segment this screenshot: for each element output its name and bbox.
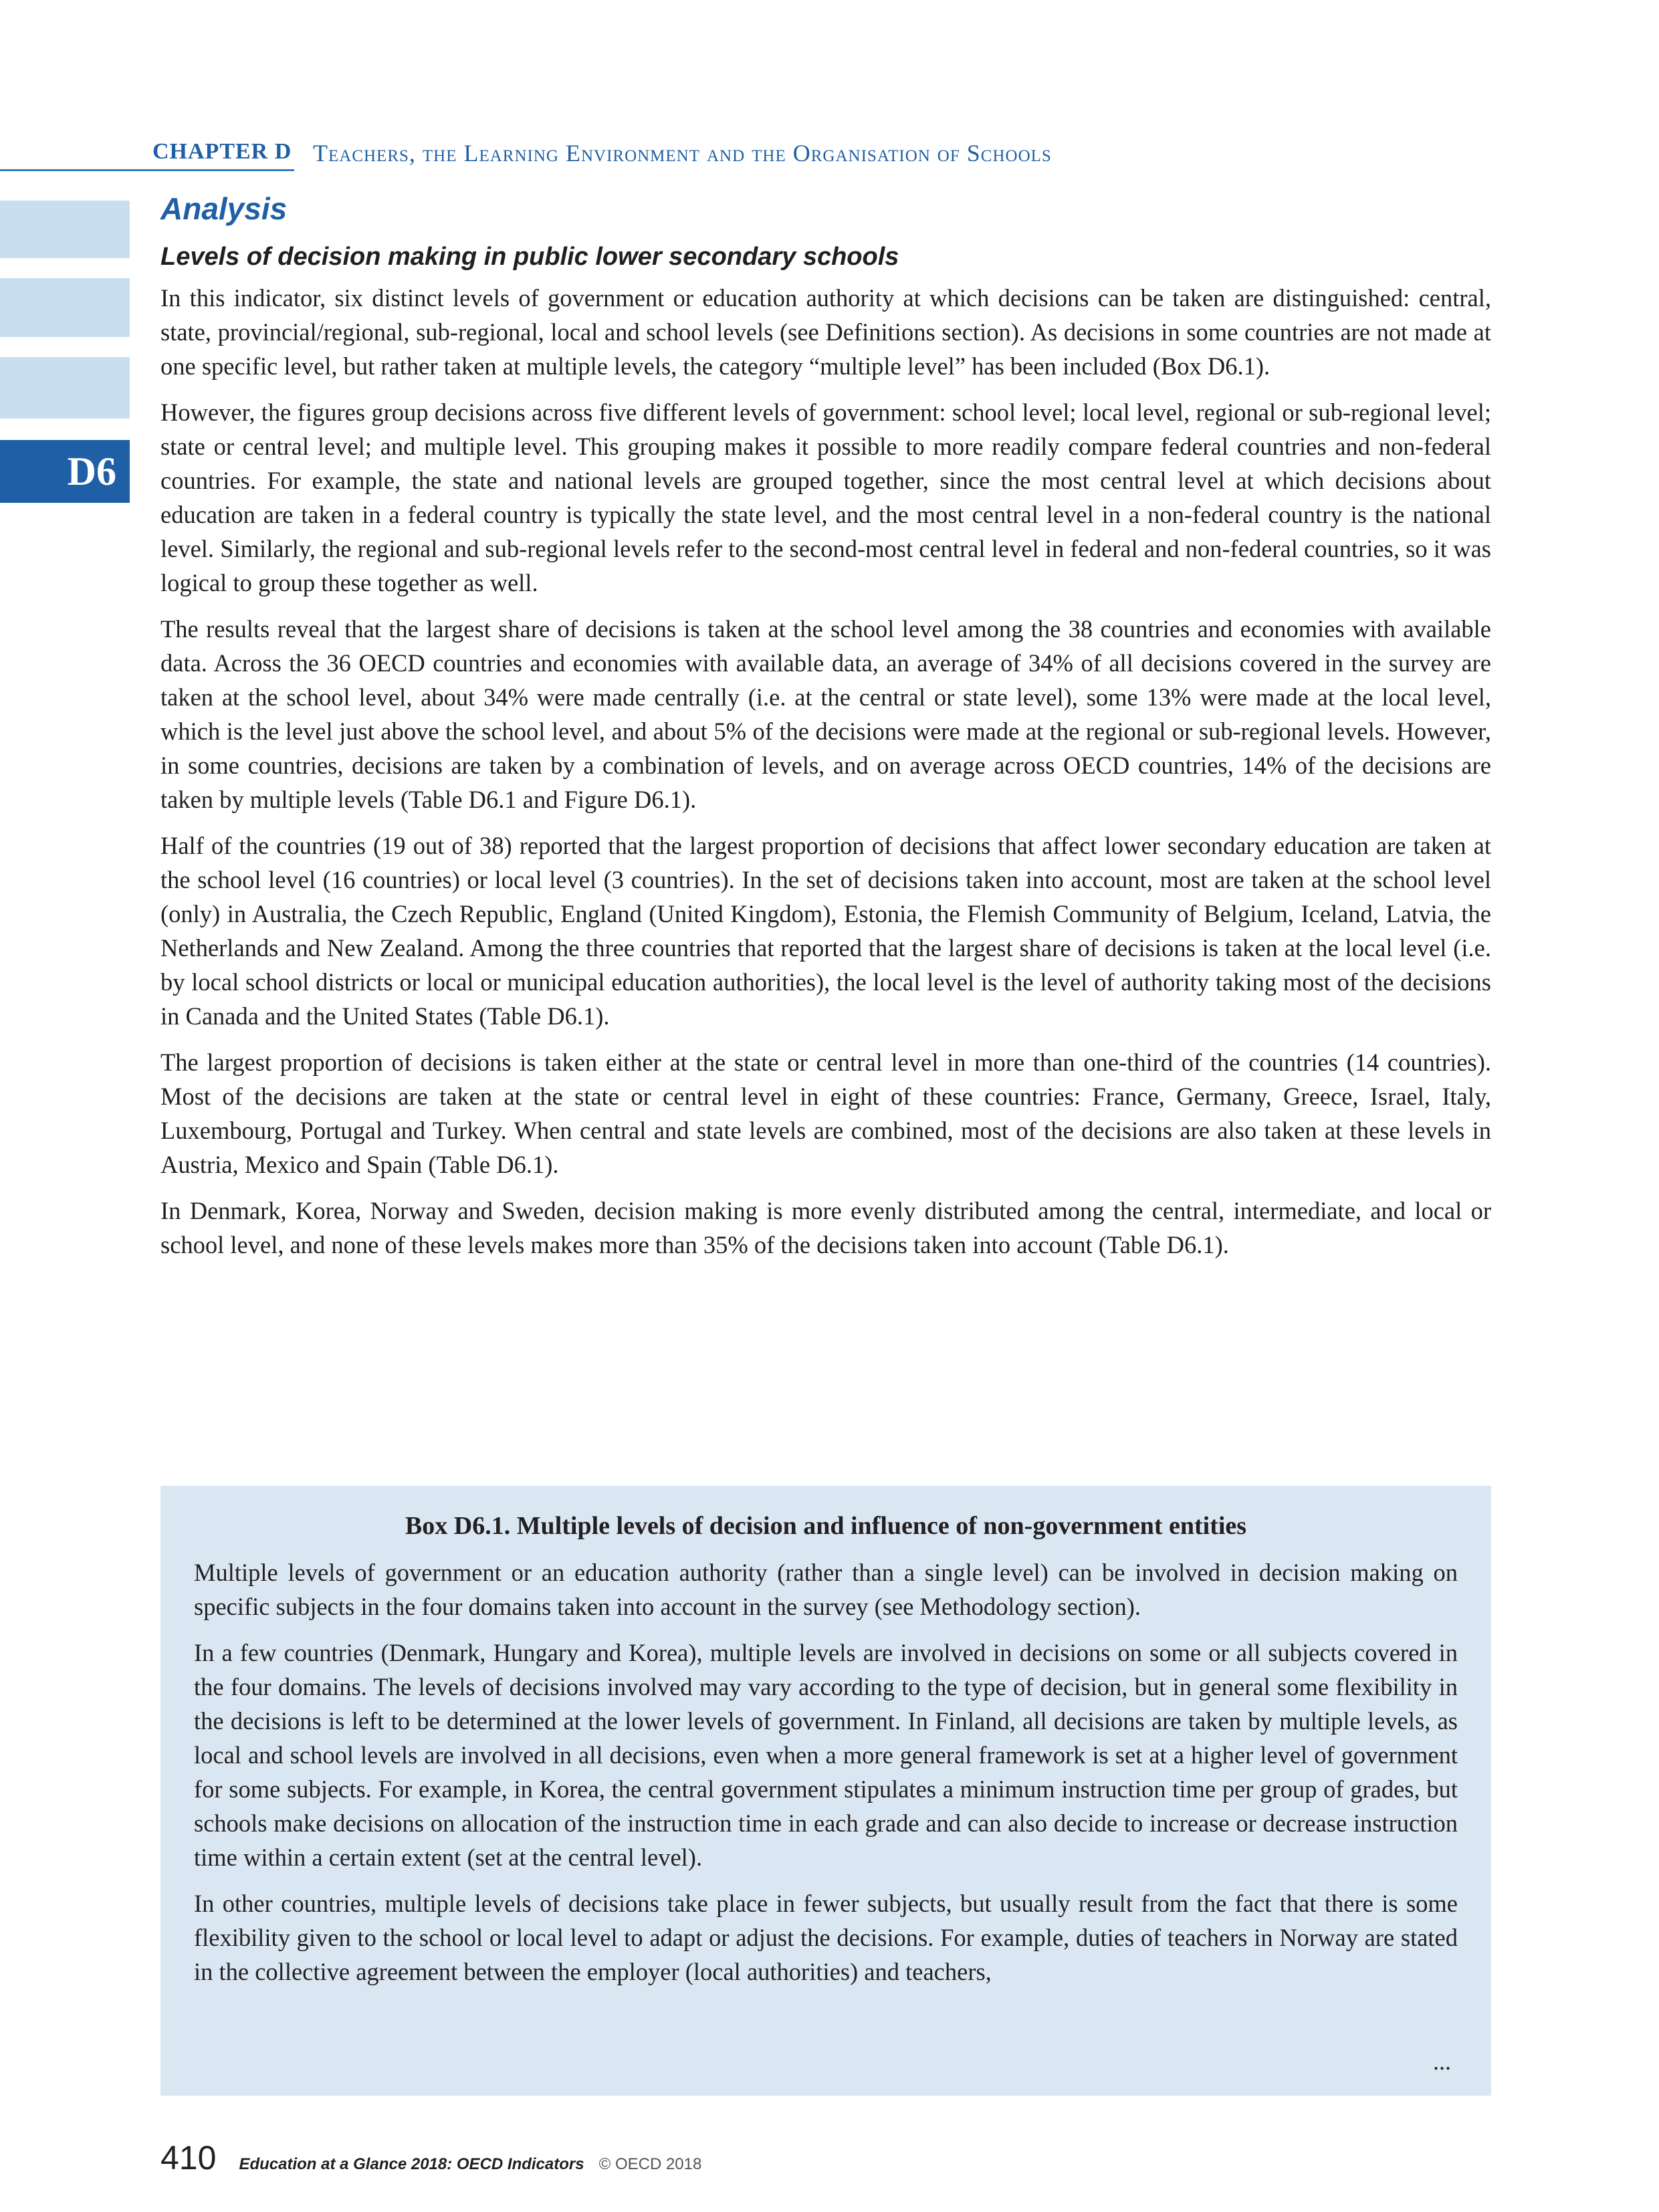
copyright-notice: © OECD 2018 <box>598 2155 702 2173</box>
section-subtitle: Levels of decision making in public lower secondary schools <box>160 243 899 271</box>
paragraph: However, the figures group decisions across five different levels of government: school level; local level, regional or sub-regional level; state or central level; and multiple level. This grouping makes it possible to more readily compare federal countries and non-federal countries. For example, the state and national levels are grouped together, since the most central level at which decisions about education are taken in a federal country is typically the state level, and the most central level in a non-federal country is the national level. Similarly, the regional and sub-regional levels refer to the second-most central level in federal and non-federal countries, so it was logical to group these together as well. <box>160 399 1491 596</box>
box-paragraph: Multiple levels of government or an education authority (rather than a single level) can be involved in decision making on specific subjects in the four domains taken into account in the survey (see Methodology section). <box>194 1559 1458 1620</box>
chapter-label: CHAPTER D <box>152 139 292 164</box>
side-decoration-block <box>0 278 130 337</box>
running-header <box>0 67 1250 167</box>
paragraph: In this indicator, six distinct levels of government or education authority at which decisions can be taken are distinguished: central, state, provincial/regional, sub-regional, local and school levels (see Definitions section). As decisions in some countries are not made at one specific level, but rather taken at multiple levels, the category “multiple level” has been included (Box D6.1). <box>160 284 1491 380</box>
box-paragraph: In a few countries (Denmark, Hungary and Korea), multiple levels are involved in decisions on some or all subjects covered in the four domains. The levels of decisions involved may vary according to the type of decision, but in general some flexibility in the decisions is left to be determined at the lower levels of government. In Finland, all decisions are taken by multiple levels, as local and school levels are involved in all decisions, even when a more general framework is set at a higher level of government for some subjects. For example, in Korea, the central government stipulates a minimum instruction time per group of grades, but schools make decisions on allocation of the instruction time in each grade and can also decide to increase or decrease instruction time within a certain extent (set at the central level). <box>194 1639 1458 1871</box>
continuation-marker: ... <box>1433 2048 1451 2075</box>
main-content <box>160 191 1491 1274</box>
side-decoration-block <box>0 201 130 258</box>
paragraph: In Denmark, Korea, Norway and Sweden, decision making is more evenly distributed among the central, intermediate, and local or school level, and none of these levels makes more than 35% of the decisions taken into account (Table D6.1). <box>160 1197 1491 1258</box>
side-decoration-block <box>0 357 130 419</box>
page-footer <box>160 2138 701 2177</box>
paragraph: The largest proportion of decisions is taken either at the state or central level in more than one-third of the countries (14 countries). Most of the decisions are taken at the state or central level in eight of these countries: France, Germany, Greece, Israel, Italy, Luxembourg, Portugal and Turkey. When central and state levels are combined, most of the decisions are also taken at these levels in Austria, Mexico and Spain (Table D6.1). <box>160 1048 1491 1178</box>
chapter-title: Teachers, the Learning Environment and the Organisation of Schools <box>313 140 1052 167</box>
header-rule <box>0 169 294 171</box>
section-tab: D6 <box>0 440 130 503</box>
box-title: Box D6.1. Multiple levels of decision and influence of non-government entities <box>405 1512 1247 1540</box>
publication-title: Education at a Glance 2018: OECD Indicators <box>239 2155 584 2173</box>
info-box <box>160 1486 1491 2096</box>
paragraph: The results reveal that the largest share of decisions is taken at the school level among the 38 countries and economies with available data. Across the 36 OECD countries and economies with available data, an average of 34% of all decisions covered in the survey are taken at the school level, about 34% were made centrally (i.e. at the central or state level), some 13% were made at the local level, which is the level just above the school level, and about 5% of the decisions were made at the regional or sub-regional levels. However, in some countries, decisions are taken by a combination of levels, and on average across OECD countries, 14% of the decisions are taken by multiple levels (Table D6.1 and Figure D6.1). <box>160 615 1491 813</box>
box-paragraph: In other countries, multiple levels of decisions take place in fewer subjects, but usually result from the fact that there is some flexibility given to the school or local level to adapt or adjust the decisions. For example, duties of teachers in Norway are stated in the collective agreement between the employer (local authorities) and teachers, <box>194 1890 1458 1985</box>
section-title: Analysis <box>160 191 288 226</box>
paragraph: Half of the countries (19 out of 38) reported that the largest proportion of decisions that affect lower secondary education are taken at the school level (16 countries) or local level (3 countries). In the set of decisions taken into account, most are taken at the school level (only) in Australia, the Czech Republic, England (United Kingdom), Estonia, the Flemish Community of Belgium, Iceland, Latvia, the Netherlands and New Zealand. Among the three countries that reported that the largest share of decisions is taken at the local level (i.e. by local school districts or local or municipal education authorities), the local level is the level of authority taking most of the decisions in Canada and the United States (Table D6.1). <box>160 832 1491 1030</box>
page-number: 410 <box>160 2139 217 2177</box>
